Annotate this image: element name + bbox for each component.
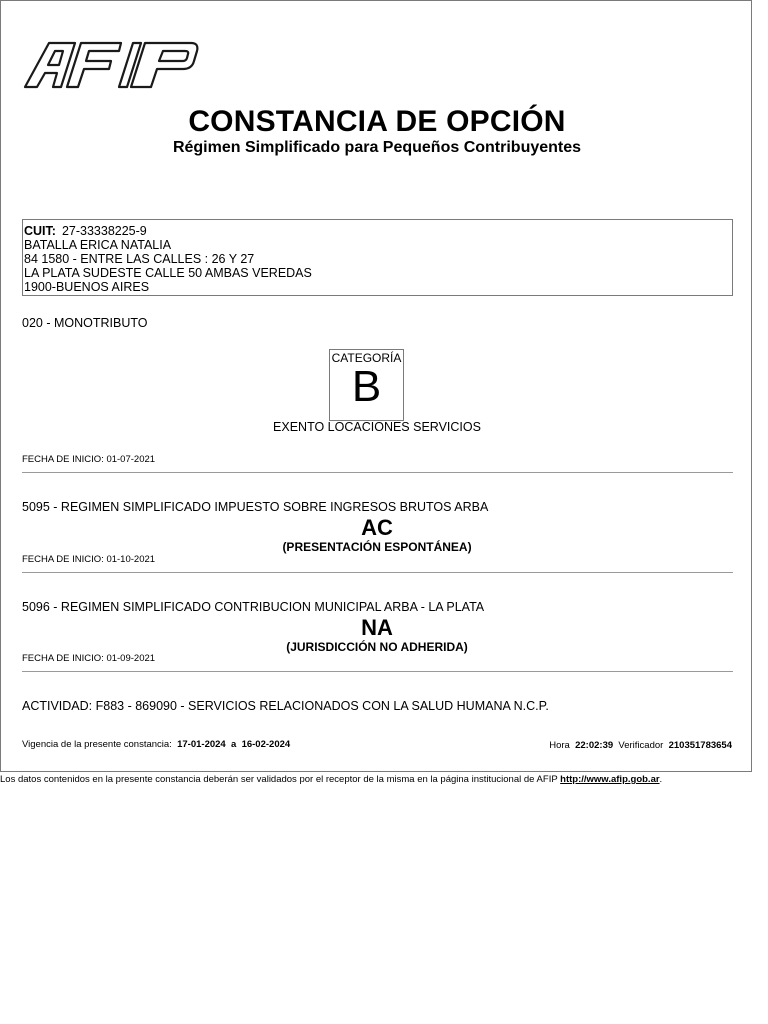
category-description: EXENTO LOCACIONES SERVICIOS	[273, 420, 481, 434]
validity-separator: a	[231, 739, 237, 750]
regime-5096-start-date: FECHA DE INICIO: 01-09-2021	[22, 653, 156, 664]
validity-label: Vigencia de la presente constancia:	[22, 739, 172, 750]
address-line-3: 1900-BUENOS AIRES	[24, 280, 150, 294]
verification-line	[549, 740, 732, 751]
divider	[22, 572, 733, 573]
afip-logo	[23, 41, 199, 89]
regime-5096-code: NA	[361, 615, 393, 640]
page-subtitle: Régimen Simplificado para Pequeños Contribuyentes	[172, 139, 582, 156]
cuit-label: CUIT:	[24, 224, 56, 238]
regime-5095-start-date: FECHA DE INICIO: 01-10-2021	[22, 554, 156, 565]
validity-line	[22, 739, 290, 750]
time-value: 22:02:39	[575, 740, 614, 751]
taxpayer-box	[22, 219, 733, 296]
address-line-1: 84 1580 - ENTRE LAS CALLES : 26 Y 27	[24, 252, 255, 266]
regime-5095-title: 5095 - REGIMEN SIMPLIFICADO IMPUESTO SOBRE INGRESOS BRUTOS ARBA	[22, 500, 489, 514]
time-label: Hora	[549, 740, 570, 751]
regime-5095-code-description: (PRESENTACIÓN ESPONTÁNEA)	[282, 540, 472, 554]
regime-5096-title: 5096 - REGIMEN SIMPLIFICADO CONTRIBUCION MUNICIPAL ARBA - LA PLATA	[22, 600, 485, 614]
cuit-row	[24, 224, 732, 238]
divider	[22, 472, 733, 473]
validity-from: 17-01-2024	[177, 739, 226, 750]
validity-to: 16-02-2024	[241, 739, 291, 750]
footer-note	[0, 774, 662, 785]
monotributo-start-date: FECHA DE INICIO: 01-07-2021	[22, 454, 156, 465]
monotributo-regime: 020 - MONOTRIBUTO	[22, 316, 148, 330]
regime-5096-code-description: (JURISDICCIÓN NO ADHERIDA)	[286, 640, 468, 654]
regime-5095-code: AC	[361, 515, 393, 540]
verifier-value: 210351783654	[668, 740, 732, 751]
taxpayer-name: BATALLA ERICA NATALIA	[24, 238, 172, 252]
cuit-value: 27-33338225-9	[61, 224, 147, 238]
address-line-2: LA PLATA SUDESTE CALLE 50 AMBAS VEREDAS	[24, 266, 312, 280]
afip-website-link[interactable]: http://www.afip.gob.ar	[560, 774, 660, 785]
divider	[22, 671, 733, 672]
footer-text: Los datos contenidos en la presente constancia deberán ser validados por el receptor de la misma en la página institucional de AFIP	[0, 774, 558, 785]
page-title: CONSTANCIA DE OPCIÓN	[188, 105, 566, 138]
category-letter: B	[351, 362, 382, 411]
category-box	[329, 349, 404, 421]
activity-line: ACTIVIDAD: F883 - 869090 - SERVICIOS RELACIONADOS CON LA SALUD HUMANA N.C.P.	[22, 699, 549, 713]
verifier-label: Verificador	[618, 740, 664, 751]
footer-end: .	[659, 774, 663, 785]
category-label: CATEGORÍA	[331, 351, 402, 365]
